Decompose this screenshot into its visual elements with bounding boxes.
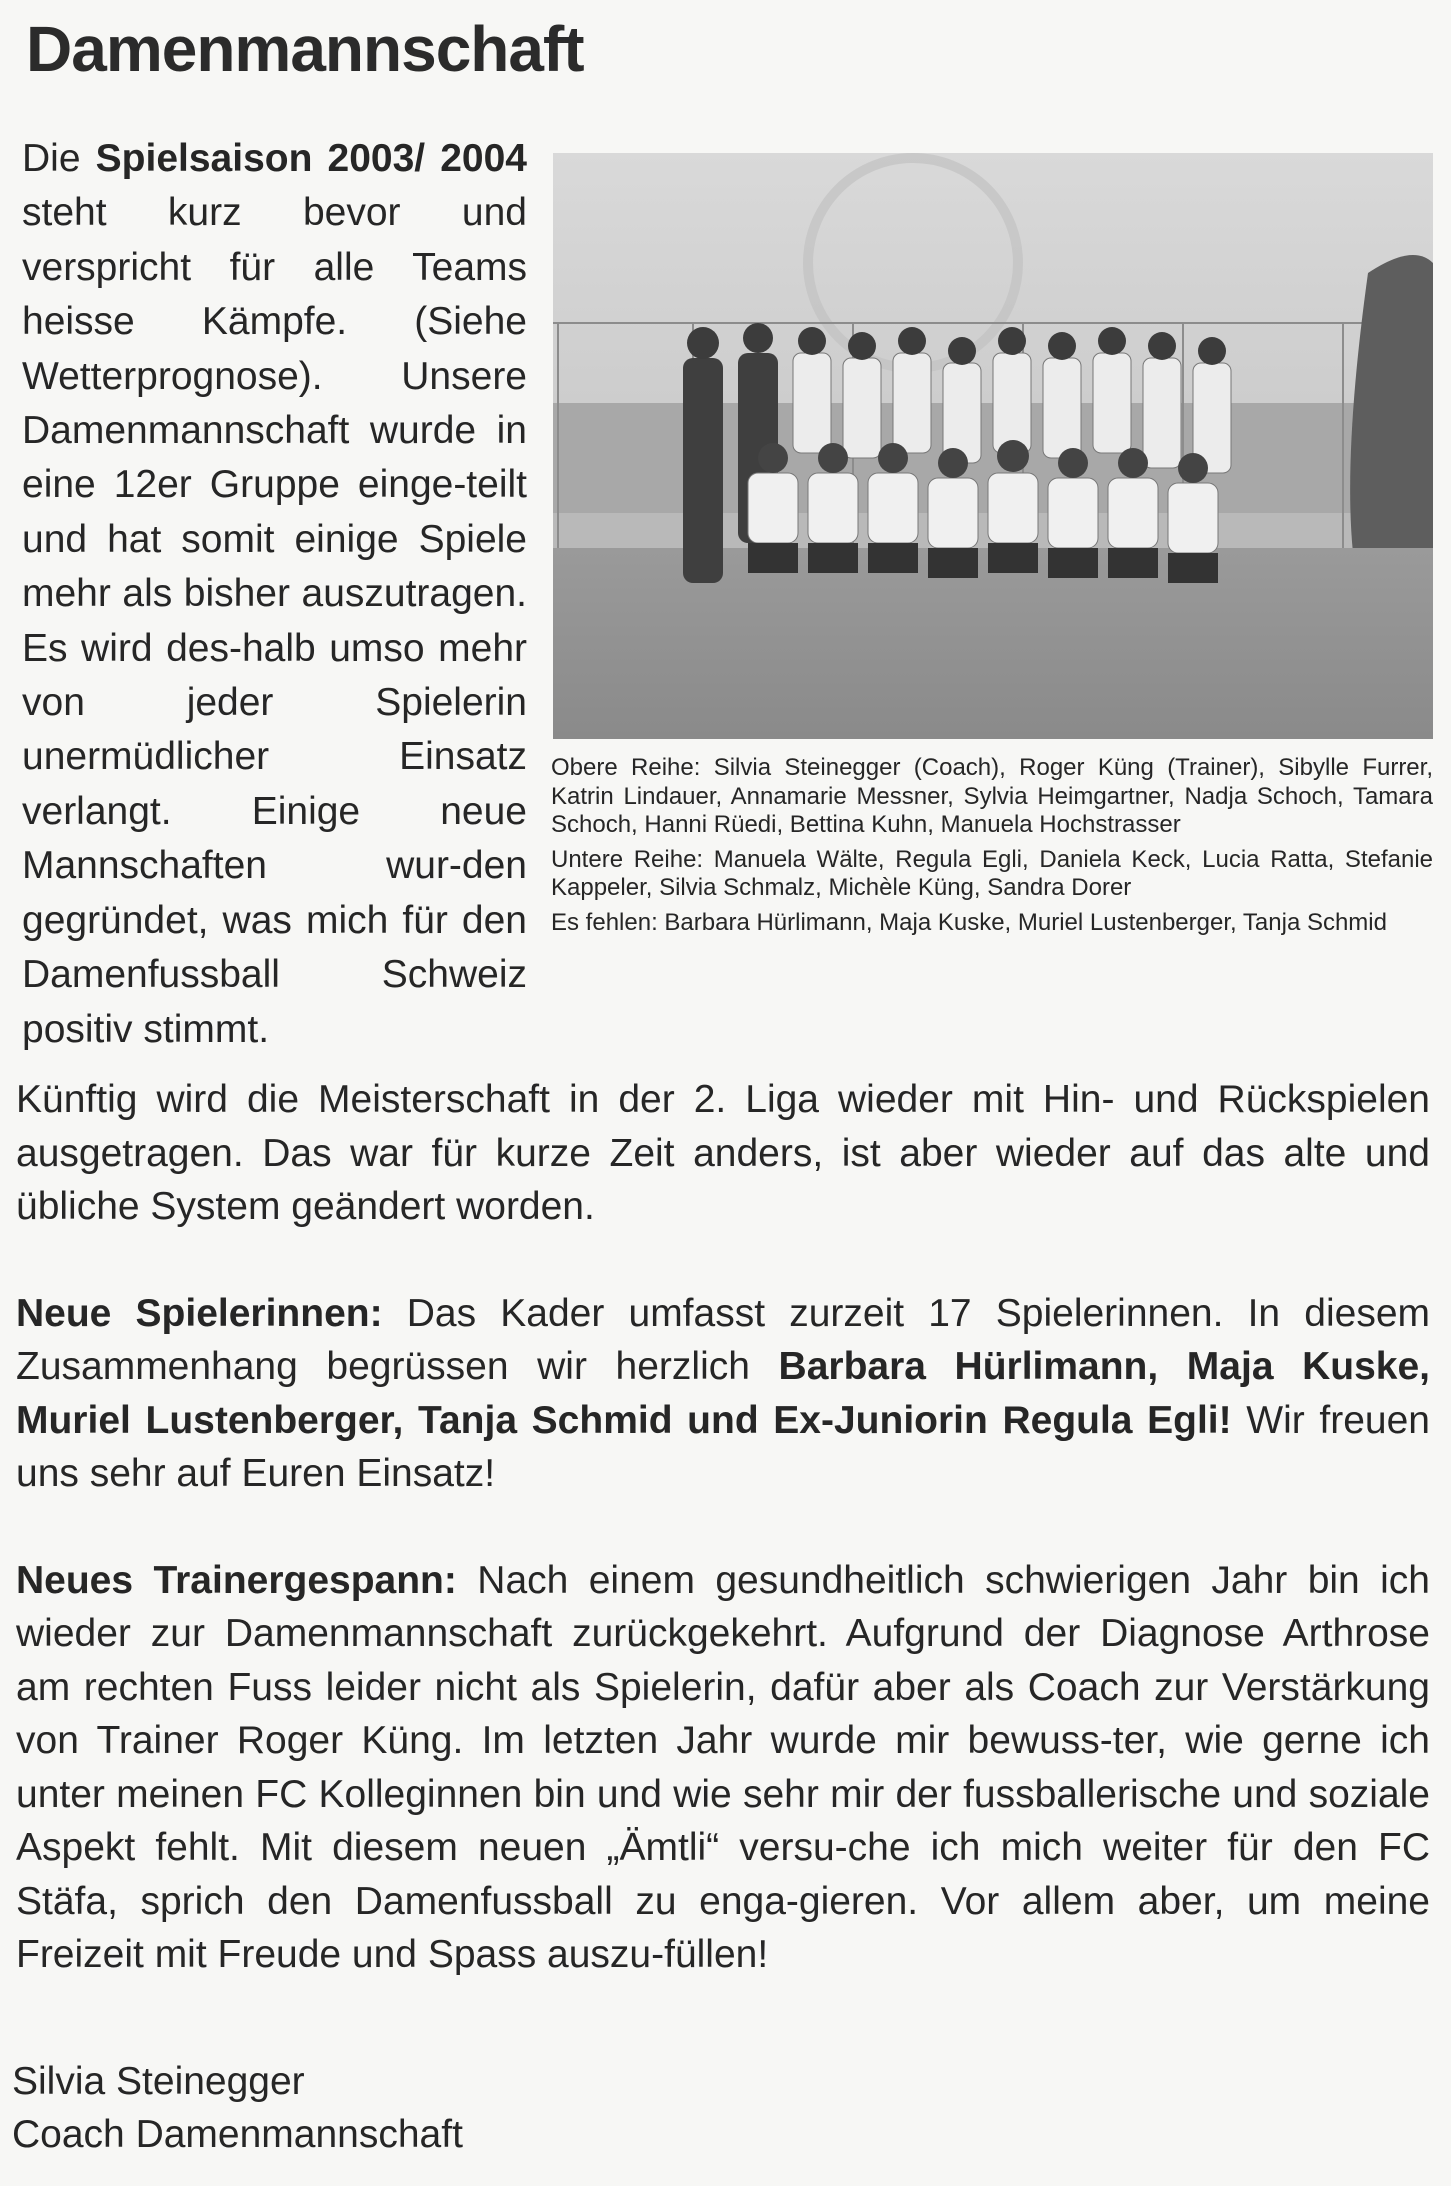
new-players-closing: Wir freuen uns sehr auf Euren Einsatz! xyxy=(16,1398,1430,1495)
team-photo xyxy=(553,153,1433,739)
trainer-label: Neues Trainergespann: xyxy=(16,1558,457,1602)
article-title: Damenmannschaft xyxy=(26,13,584,85)
signature-role: Coach Damenmannschaft xyxy=(12,2113,463,2156)
season-highlight: Spielsaison 2003/ 2004 xyxy=(95,137,527,180)
trainer-paragraph xyxy=(16,1554,1430,1982)
trainer-text: Nach einem gesundheitlich schwierigen Jahr bin ich wieder zur Damenmannschaft zurückgekehrt. Aufgrund der Diagnose Arthrose am rechten Fuss leider nicht als Spielerin, dafür aber als Coach zur Verstärkung von Trainer Roger Küng. Im letzten Jahr wurde mir bewuss-ter, wie gerne ich unter meinen FC Kolleginnen bin und wie sehr mir der fussballerische und soziale Aspekt fehlt. Mit diesem neuen „Ämtli“ versu-che ich mich weiter für den FC Stäfa, sprich den Damenfussball zu enga-gieren. Vor allem aber, um meine Freizeit mit Freude und Spass auszu-füllen! xyxy=(16,1558,1430,1976)
new-players-names: Barbara Hürlimann, Maja Kuske, Muriel Lustenberger, Tanja Schmid und Ex-Juniorin Regula Egli! xyxy=(16,1345,1430,1442)
intro-word: Die xyxy=(22,137,81,180)
signature-name: Silvia Steinegger xyxy=(12,2060,305,2103)
new-players-paragraph xyxy=(16,1287,1430,1501)
article-body xyxy=(16,1073,1430,1982)
team-photo-image xyxy=(553,153,1433,739)
intro-paragraph xyxy=(22,132,527,1057)
photo-caption xyxy=(551,754,1433,943)
intro-text: steht kurz bevor und verspricht für alle Teams heisse Kämpfe. (Siehe Wetterprognose). Unsere Damenmannschaft wurde in eine 12er Gruppe einge-teilt und hat somit einige Spiele mehr als bisher auszutragen. Es wird des-halb umso mehr von jeder Spielerin unermüdlicher Einsatz verlangt. Einige neue Mannschaften wur-den gegründet, was mich für den Damenfussball Schweiz positiv stimmt. xyxy=(22,191,527,1051)
caption-missing: Es fehlen: Barbara Hürlimann, Maja Kuske, Muriel Lustenberger, Tanja Schmid xyxy=(551,908,1387,936)
new-players-label: Neue Spielerinnen: xyxy=(16,1291,383,1335)
caption-bottom-row: Untere Reihe: Manuela Wälte, Regula Egli, Daniela Keck, Lucia Ratta, Stefanie Kappeler, Silvia Schmalz, Michèle Küng, Sandra Dorer xyxy=(551,845,1433,901)
caption-top-row: Obere Reihe: Silvia Steinegger (Coach), Roger Küng (Trainer), Sibylle Furrer, Katrin Lindauer, Annamarie Messner, Sylvia Heimgartner, Nadja Schoch, Tamara Schoch, Hanni Rüedi, Bettina Kuhn, Manuela Hochstrasser xyxy=(551,754,1433,838)
signature xyxy=(12,2055,463,2161)
new-players-text: Das Kader umfasst zurzeit 17 Spielerinnen. In diesem Zusammenhang begrüssen wir herzlich xyxy=(16,1291,1430,1388)
intro-continuation: Künftig wird die Meisterschaft in der 2. Liga wieder mit Hin- und Rückspielen ausgetragen. Das war für kurze Zeit anders, ist aber wieder auf das alte und übliche System geändert worden. xyxy=(16,1078,1430,1228)
